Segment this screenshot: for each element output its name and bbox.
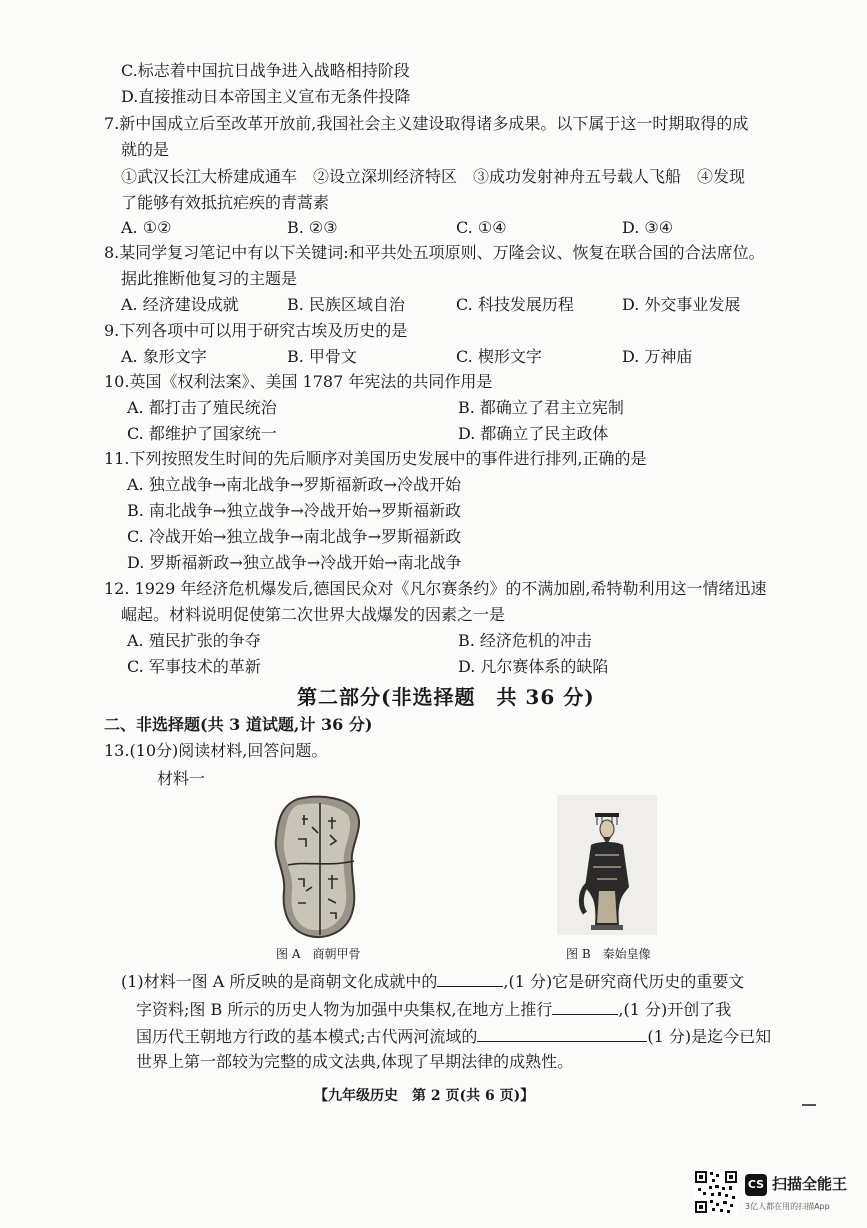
q10-option-a: A. 都打击了殖民统治 [127,398,277,417]
part2-heading: 二、非选择题(共 3 道试题,计 36 分) [104,715,373,734]
q11-option-b: B. 南北战争→独立战争→冷战开始→罗斯福新政 [127,501,462,520]
oracle-bone-image [268,795,368,942]
answer-blank-3[interactable] [477,1025,647,1042]
q7-option-d: D. ③④ [622,218,674,237]
figure-a-caption: 图 A 商朝甲骨 [276,947,361,961]
q12-stem-line1: 12. 1929 年经济危机爆发后,德国民众对《凡尔赛条约》的不满加剧,希特勒利用这一情绪迅速 [104,579,767,598]
q6-option-d: D.直接推动日本帝国主义宣布无条件投降 [121,87,411,106]
q13-sub1-line1 [121,970,744,993]
q11-option-c: C. 冷战开始→独立战争→南北战争→罗斯福新政 [127,527,462,546]
q12-option-d: D. 凡尔赛体系的缺陷 [458,657,609,676]
q6-option-c: C.标志着中国抗日战争进入战略相持阶段 [121,61,410,80]
q13-sub1-text-1: (1)材料一图 A 所反映的是商朝文化成就中的 [121,972,438,991]
q10-option-b: B. 都确立了君主立宪制 [458,398,624,417]
q13-sub1-text-2: ,(1 分)它是研究商代历史的重要文 [503,972,745,991]
q9-option-a: A. 象形文字 [121,347,207,366]
q9-option-d: D. 万神庙 [622,347,693,366]
q7-option-b: B. ②③ [287,218,338,237]
q9-option-c: C. 楔形文字 [456,347,542,366]
q8-option-c: C. 科技发展历程 [456,295,574,314]
q8-option-a: A. 经济建设成就 [121,295,239,314]
q13-sub1-text-5: 国历代王朝地方行政的基本模式;古代两河流域的 [136,1027,478,1046]
scan-mark [802,1104,816,1106]
q13-sub1-text-3: 字资料;图 B 所示的历史人物为加强中央集权,在地方上推行 [136,1000,553,1019]
q10-option-d: D. 都确立了民主政体 [458,424,609,443]
q8-option-d: D. 外交事业发展 [622,295,741,314]
scanner-tagline: 3亿人都在用的扫描App [745,1202,830,1211]
q9-stem: 9.下列各项中可以用于研究古埃及历史的是 [104,321,408,340]
answer-blank-1[interactable] [437,970,503,987]
q13-sub1-line2 [136,998,731,1021]
q12-option-b: B. 经济危机的冲击 [458,631,592,650]
scanner-app-name: 扫描全能王 [772,1175,848,1193]
q8-stem-line2: 据此推断他复习的主题是 [121,269,298,288]
q13-sub1-text-6: (1 分)是迄今已知 [647,1027,772,1046]
q12-stem-line2: 崛起。材料说明促使第二次世界大战爆发的因素之一是 [121,605,506,624]
q10-stem: 10.英国《权利法案》、美国 1787 年宪法的共同作用是 [104,372,493,391]
q9-option-b: B. 甲骨文 [287,347,357,366]
qin-shi-huang-portrait-image [557,795,657,935]
q13-sub1-line4: 世界上第一部较为完整的成文法典,体现了早期法律的成熟性。 [136,1052,574,1071]
q7-option-c: C. ①④ [456,218,507,237]
q8-stem-line1: 8.某同学复习笔记中有以下关键词:和平共处五项原则、万隆会议、恢复在联合国的合法席位。 [104,243,765,262]
q12-option-c: C. 军事技术的革新 [127,657,261,676]
camscanner-logo-icon: CS [745,1174,767,1196]
qr-code-icon [694,1170,738,1214]
q13-material-label: 材料一 [157,769,206,788]
q13-sub1-line3 [136,1025,771,1048]
q8-option-b: B. 民族区域自治 [287,295,405,314]
figure-b-caption: 图 B 秦始皇像 [566,947,651,961]
q7-stem-line1: 7.新中国成立后至改革开放前,我国社会主义建设取得诸多成果。以下属于这一时期取得的成 [104,114,749,133]
q11-option-d: D. 罗斯福新政→独立战争→冷战开始→南北战争 [127,553,462,572]
part2-title: 第二部分(非选择题 共 36 分) [297,685,595,709]
q10-option-c: C. 都维护了国家统一 [127,424,277,443]
q7-option-a: A. ①② [121,218,172,237]
page-footer: 【九年级历史 第 2 页(共 6 页)】 [314,1088,535,1104]
q13-stem: 13.(10分)阅读材料,回答问题。 [104,741,328,760]
q7-stem-line2: 就的是 [121,140,170,159]
q13-sub1-text-4: ,(1 分)开创了我 [618,1000,732,1019]
q7-items-line2: 了能够有效抵抗疟疾的青蒿素 [121,193,330,212]
q11-option-a: A. 独立战争→南北战争→罗斯福新政→冷战开始 [127,475,461,494]
q7-items-line1: ①武汉长江大桥建成通车 ②设立深圳经济特区 ③成功发射神舟五号载人飞船 ④发现 [121,167,746,186]
q11-stem: 11.下列按照发生时间的先后顺序对美国历史发展中的事件进行排列,正确的是 [104,449,647,468]
answer-blank-2[interactable] [552,998,618,1015]
q12-option-a: A. 殖民扩张的争夺 [127,631,261,650]
